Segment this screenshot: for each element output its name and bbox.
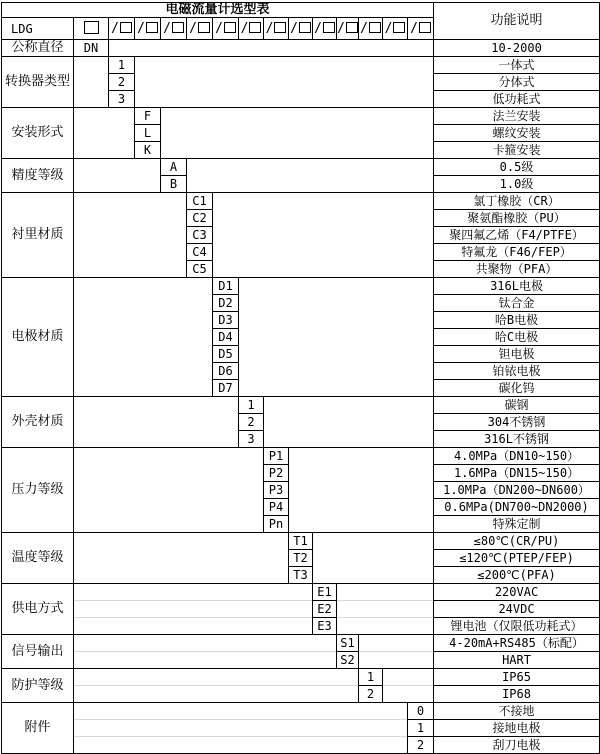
option-code-cell: D1 bbox=[213, 278, 239, 295]
empty-cell bbox=[289, 448, 434, 533]
option-code-cell: P1 bbox=[264, 448, 289, 465]
group-label: 供电方式 bbox=[2, 584, 74, 635]
code-box-icon bbox=[299, 22, 311, 33]
group-label: 电极材质 bbox=[2, 278, 74, 397]
code-slot bbox=[359, 18, 383, 40]
option-desc-cell: 氯丁橡胶（CR） bbox=[434, 193, 600, 210]
empty-cell bbox=[74, 720, 408, 737]
option-desc-cell: 特殊定制 bbox=[434, 516, 600, 533]
option-code-cell: K bbox=[135, 142, 161, 159]
slash-mark: / bbox=[240, 21, 249, 36]
option-desc-cell: 锂电池（仅限低功耗式） bbox=[434, 618, 600, 635]
empty-cell bbox=[74, 601, 313, 618]
option-desc-cell: 铂铱电极 bbox=[434, 363, 600, 380]
slash-mark: / bbox=[163, 21, 171, 36]
group-label: 公称直径 bbox=[2, 40, 74, 57]
empty-cell bbox=[135, 57, 434, 108]
option-desc-cell: 螺纹安装 bbox=[434, 125, 600, 142]
option-code-cell: D7 bbox=[213, 380, 239, 397]
option-code-cell: 1 bbox=[408, 720, 434, 737]
option-code-cell: D3 bbox=[213, 312, 239, 329]
group-label: 附件 bbox=[2, 703, 74, 754]
empty-cell bbox=[74, 618, 313, 635]
option-code-cell: 0 bbox=[408, 703, 434, 720]
option-code-cell: T1 bbox=[289, 533, 313, 550]
option-row bbox=[2, 57, 600, 74]
code-slot bbox=[161, 18, 187, 40]
option-row bbox=[2, 533, 600, 550]
group-label: 温度等级 bbox=[2, 533, 74, 584]
group-label: 衬里材质 bbox=[2, 193, 74, 278]
option-row bbox=[2, 397, 600, 414]
option-desc-cell: 220VAC bbox=[434, 584, 600, 601]
slash-mark: / bbox=[189, 21, 197, 36]
empty-cell bbox=[239, 278, 434, 397]
empty-cell bbox=[337, 584, 434, 601]
option-desc-cell: 特氟龙（F46/FEP） bbox=[434, 244, 600, 261]
option-desc-cell: 卡箍安装 bbox=[434, 142, 600, 159]
option-code-cell: T2 bbox=[289, 550, 313, 567]
slash-mark: / bbox=[337, 21, 345, 36]
option-desc-cell: 0.5级 bbox=[434, 159, 600, 176]
option-code-cell: D6 bbox=[213, 363, 239, 380]
option-desc-cell: 碳化钨 bbox=[434, 380, 600, 397]
empty-cell bbox=[74, 652, 337, 669]
empty-cell bbox=[74, 193, 187, 278]
code-box-icon bbox=[419, 22, 431, 33]
slash-mark: / bbox=[215, 21, 223, 36]
option-desc-cell: 316L不锈钢 bbox=[434, 431, 600, 448]
code-slot bbox=[213, 18, 239, 40]
empty-cell bbox=[109, 40, 434, 57]
code-slot bbox=[109, 18, 135, 40]
empty-cell bbox=[383, 669, 434, 686]
option-row bbox=[2, 737, 600, 754]
option-desc-cell: 4.0MPa（DN10~150） bbox=[434, 448, 600, 465]
code-box-icon bbox=[274, 22, 286, 33]
empty-cell bbox=[74, 584, 313, 601]
option-code-cell: E2 bbox=[313, 601, 337, 618]
option-code-cell: 1 bbox=[239, 397, 264, 414]
code-slot bbox=[187, 18, 213, 40]
option-code-cell: C2 bbox=[187, 210, 213, 227]
code-box-icon bbox=[84, 21, 99, 34]
group-label: 安装形式 bbox=[2, 108, 74, 159]
option-desc-cell: IP65 bbox=[434, 669, 600, 686]
option-desc-cell: 1.0MPa（DN200~DN600） bbox=[434, 482, 600, 499]
code-slot bbox=[135, 18, 161, 40]
option-row bbox=[2, 703, 600, 720]
option-code-cell: S2 bbox=[337, 652, 359, 669]
group-label: 信号输出 bbox=[2, 635, 74, 669]
option-code-cell: 1 bbox=[359, 669, 383, 686]
code-box-icon bbox=[224, 22, 236, 33]
empty-cell bbox=[74, 669, 359, 686]
option-desc-cell: 碳钢 bbox=[434, 397, 600, 414]
option-desc-cell: 法兰安装 bbox=[434, 108, 600, 125]
option-row bbox=[2, 40, 600, 57]
empty-cell bbox=[187, 159, 434, 193]
option-code-cell: 2 bbox=[359, 686, 383, 703]
code-slot bbox=[239, 18, 264, 40]
option-row bbox=[2, 618, 600, 635]
empty-cell bbox=[74, 686, 359, 703]
option-row bbox=[2, 669, 600, 686]
option-desc-cell: 10-2000 bbox=[434, 40, 600, 57]
option-row bbox=[2, 720, 600, 737]
empty-cell bbox=[359, 635, 434, 652]
option-row bbox=[2, 652, 600, 669]
option-row bbox=[2, 635, 600, 652]
code-slot bbox=[313, 18, 337, 40]
empty-cell bbox=[74, 108, 135, 159]
empty-cell bbox=[74, 57, 109, 108]
option-code-cell: 3 bbox=[239, 431, 264, 448]
option-code-cell: P2 bbox=[264, 465, 289, 482]
group-label: 压力等级 bbox=[2, 448, 74, 533]
option-code-cell: F bbox=[135, 108, 161, 125]
option-desc-cell: 钛合金 bbox=[434, 295, 600, 312]
title-row bbox=[2, 3, 600, 18]
option-desc-cell: 0.6MPa(DN700~DN2000) bbox=[434, 499, 600, 516]
empty-cell bbox=[74, 448, 264, 533]
option-code-cell: C1 bbox=[187, 193, 213, 210]
option-row bbox=[2, 601, 600, 618]
group-label: 外壳材质 bbox=[2, 397, 74, 448]
option-code-cell: D4 bbox=[213, 329, 239, 346]
empty-cell bbox=[161, 108, 434, 159]
option-code-cell: L bbox=[135, 125, 161, 142]
code-slot-dn bbox=[74, 18, 109, 40]
option-code-cell: 3 bbox=[109, 91, 135, 108]
option-desc-cell: 共聚物（PFA） bbox=[434, 261, 600, 278]
option-desc-cell: 一体式 bbox=[434, 57, 600, 74]
option-desc-cell: 聚四氟乙烯（F4/PTFE） bbox=[434, 227, 600, 244]
code-box-icon bbox=[393, 22, 405, 33]
empty-cell bbox=[74, 737, 408, 754]
option-code-cell: A bbox=[161, 159, 187, 176]
option-desc-cell: IP68 bbox=[434, 686, 600, 703]
option-code-cell: D2 bbox=[213, 295, 239, 312]
option-desc-cell: 1.0级 bbox=[434, 176, 600, 193]
empty-cell bbox=[313, 533, 434, 584]
option-code-cell: S1 bbox=[337, 635, 359, 652]
empty-cell bbox=[213, 193, 434, 278]
option-desc-cell: 不接地 bbox=[434, 703, 600, 720]
option-row bbox=[2, 108, 600, 125]
empty-cell bbox=[264, 397, 434, 448]
option-desc-cell: 钽电极 bbox=[434, 346, 600, 363]
empty-cell bbox=[74, 159, 161, 193]
option-desc-cell: ≤200℃(PFA) bbox=[434, 567, 600, 584]
model-prefix: LDG bbox=[2, 18, 74, 40]
option-code-cell: B bbox=[161, 176, 187, 193]
option-code-cell: E1 bbox=[313, 584, 337, 601]
option-code-cell: 2 bbox=[239, 414, 264, 431]
option-code-cell: C3 bbox=[187, 227, 213, 244]
slash-mark: / bbox=[111, 21, 119, 36]
empty-cell bbox=[337, 601, 434, 618]
option-desc-cell: HART bbox=[434, 652, 600, 669]
slash-mark: / bbox=[137, 21, 145, 36]
code-slot bbox=[408, 18, 434, 40]
code-slot bbox=[337, 18, 359, 40]
option-code-cell: C4 bbox=[187, 244, 213, 261]
option-code-cell: P4 bbox=[264, 499, 289, 516]
option-code-cell: 1 bbox=[109, 57, 135, 74]
group-label: 转换器类型 bbox=[2, 57, 74, 108]
selection-table bbox=[1, 2, 600, 754]
empty-cell bbox=[383, 686, 434, 703]
option-row bbox=[2, 584, 600, 601]
option-desc-cell: 接地电极 bbox=[434, 720, 600, 737]
option-row bbox=[2, 193, 600, 210]
option-code-cell: C5 bbox=[187, 261, 213, 278]
slash-mark: / bbox=[384, 21, 393, 36]
option-row bbox=[2, 686, 600, 703]
code-box-icon bbox=[146, 22, 158, 33]
option-code-cell: DN bbox=[74, 40, 109, 57]
code-box-icon bbox=[323, 22, 335, 33]
option-code-cell: P3 bbox=[264, 482, 289, 499]
empty-cell bbox=[359, 652, 434, 669]
option-desc-cell: 1.6MPa（DN15~150） bbox=[434, 465, 600, 482]
empty-cell bbox=[74, 278, 213, 397]
option-code-cell: E3 bbox=[313, 618, 337, 635]
function-column-header: 功能说明 bbox=[434, 3, 600, 40]
empty-cell bbox=[74, 533, 289, 584]
code-box-icon bbox=[249, 22, 261, 33]
empty-cell bbox=[337, 618, 434, 635]
slash-mark: / bbox=[265, 21, 274, 36]
option-code-cell: Pn bbox=[264, 516, 289, 533]
option-row bbox=[2, 278, 600, 295]
option-desc-cell: 聚氨酯橡胶（PU） bbox=[434, 210, 600, 227]
code-slot bbox=[289, 18, 313, 40]
option-row bbox=[2, 159, 600, 176]
option-desc-cell: 316L电极 bbox=[434, 278, 600, 295]
slash-mark: / bbox=[410, 21, 418, 36]
option-desc-cell: 哈C电极 bbox=[434, 329, 600, 346]
option-desc-cell: 24VDC bbox=[434, 601, 600, 618]
code-box-icon bbox=[120, 22, 132, 33]
option-code-cell: 2 bbox=[109, 74, 135, 91]
option-desc-cell: 刮刀电极 bbox=[434, 737, 600, 754]
option-desc-cell: 分体式 bbox=[434, 74, 600, 91]
code-box-icon bbox=[346, 22, 358, 33]
code-box-icon bbox=[369, 22, 381, 33]
code-box-icon bbox=[198, 22, 210, 33]
group-label: 精度等级 bbox=[2, 159, 74, 193]
slash-mark: / bbox=[314, 21, 322, 36]
option-code-cell: T3 bbox=[289, 567, 313, 584]
option-code-cell: 2 bbox=[408, 737, 434, 754]
code-slot bbox=[264, 18, 289, 40]
slash-mark: / bbox=[360, 21, 368, 36]
empty-cell bbox=[74, 635, 337, 652]
slash-mark: / bbox=[290, 21, 298, 36]
empty-cell bbox=[74, 397, 239, 448]
empty-cell bbox=[74, 703, 408, 720]
option-desc-cell: ≤80℃(CR/PU) bbox=[434, 533, 600, 550]
option-desc-cell: 低功耗式 bbox=[434, 91, 600, 108]
option-row bbox=[2, 448, 600, 465]
option-desc-cell: ≤120℃(PTEP/FEP) bbox=[434, 550, 600, 567]
option-desc-cell: 304不锈钢 bbox=[434, 414, 600, 431]
page-title: 电磁流量计选型表 bbox=[2, 3, 434, 18]
option-desc-cell: 4-20mA+RS485（标配） bbox=[434, 635, 600, 652]
code-slot bbox=[383, 18, 408, 40]
option-desc-cell: 哈B电极 bbox=[434, 312, 600, 329]
group-label: 防护等级 bbox=[2, 669, 74, 703]
option-code-cell: D5 bbox=[213, 346, 239, 363]
code-box-icon bbox=[172, 22, 184, 33]
